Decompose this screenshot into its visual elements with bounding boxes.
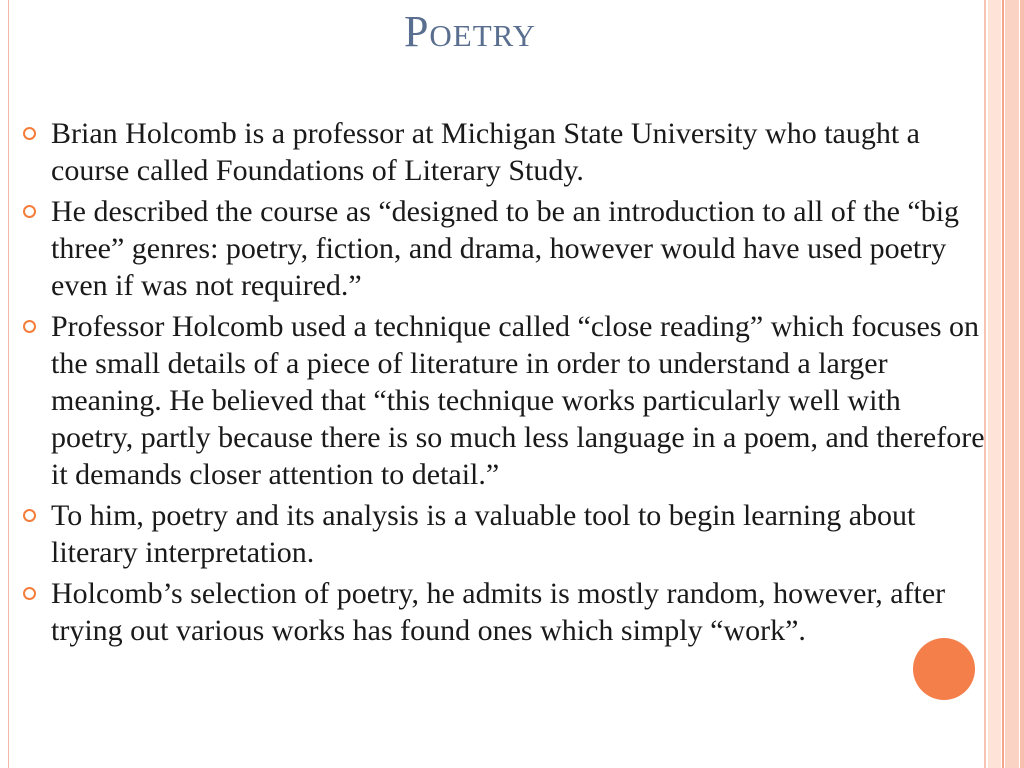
bullet-text: To him, poetry and its analysis is a valuable tool to begin learning about literary interpretation. [51, 499, 916, 569]
circle-bullet-icon [23, 509, 36, 522]
border-stripe [1020, 0, 1024, 768]
bullet-text: Professor Holcomb used a technique called “close reading” which focuses on the small details of a piece of literature in order to understand a larger meaning. He believed that “this technique works particularly well with poetry, partly because there is so much less language in a poem, and therefore it demands closer attention to detail.” [51, 310, 985, 491]
bullet-item [18, 308, 990, 493]
circle-bullet-icon [23, 127, 36, 140]
decorative-orange-circle [913, 638, 975, 700]
bullet-item [18, 497, 990, 571]
circle-bullet-icon [23, 320, 36, 333]
slide-title-line-2: Poetry [403, 7, 537, 56]
bullet-list [18, 115, 990, 653]
bullet-item [18, 193, 990, 304]
circle-bullet-icon [23, 587, 36, 600]
slide-title [0, 0, 940, 60]
border-stripe [1002, 0, 1004, 768]
left-border-rule [8, 0, 9, 768]
bullet-text: Holcomb’s selection of poetry, he admits is mostly random, however, after trying out various works has found ones which simply “work”. [51, 577, 946, 647]
bullet-text: He described the course as “designed to be an introduction to all of the “big three” genres: poetry, fiction, and drama, however would have used poetry even if was not required.” [51, 195, 960, 302]
bullet-item [18, 575, 990, 649]
circle-bullet-icon [23, 205, 36, 218]
bullet-item [18, 115, 990, 189]
bullet-text: Brian Holcomb is a professor at Michigan State University who taught a course called Foundations of Literary Study. [51, 117, 920, 187]
right-decorative-border [984, 0, 1024, 768]
border-stripe [1005, 0, 1019, 768]
